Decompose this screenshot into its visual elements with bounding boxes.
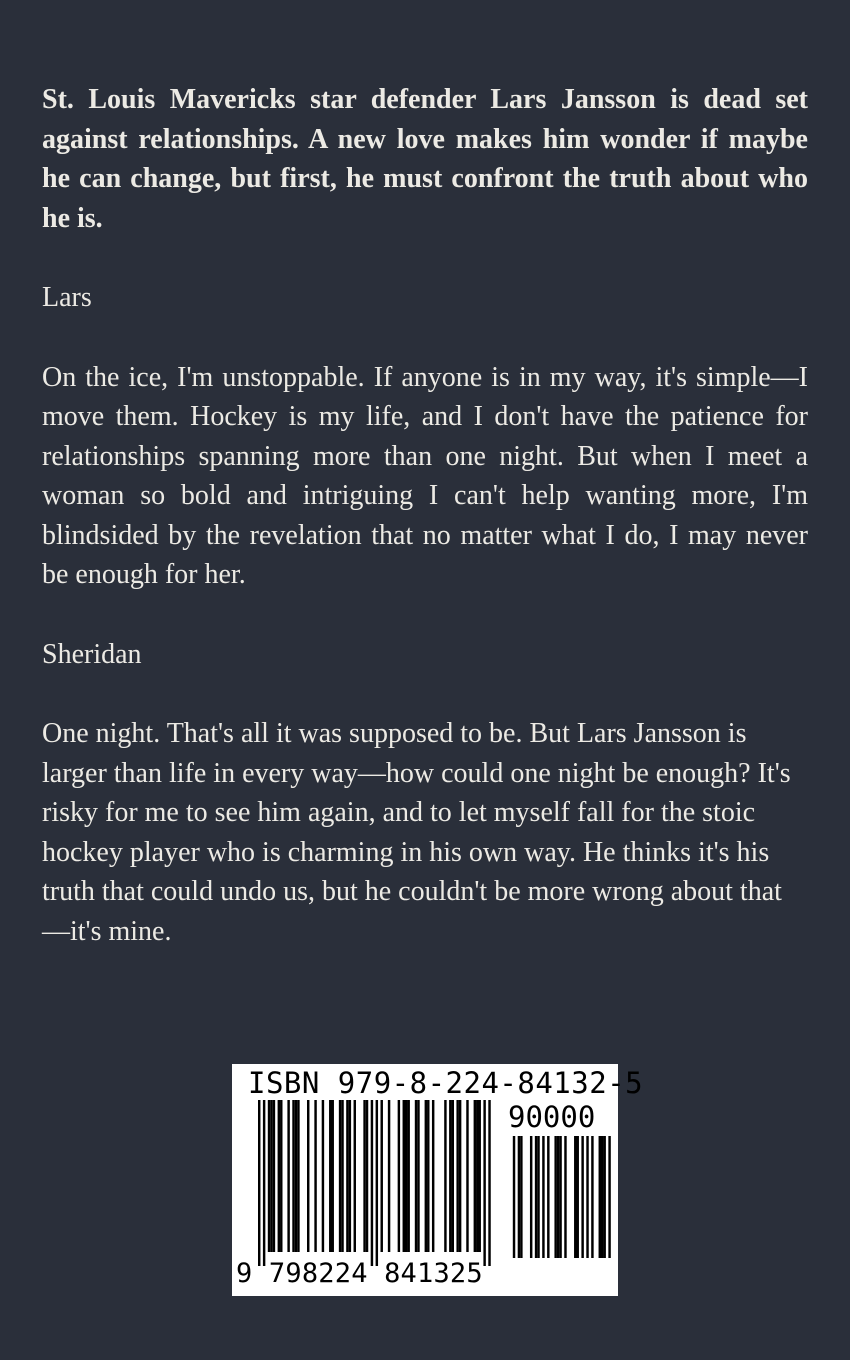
barcode-bar (427, 1100, 429, 1252)
blurb-text (42, 80, 808, 991)
isbn-label: ISBN 979-8-224-84132-5 (248, 1066, 644, 1100)
barcode-bar (287, 1100, 289, 1252)
barcode-bar (452, 1100, 454, 1252)
barcode-bar (459, 1100, 461, 1252)
barcode-bar (466, 1100, 468, 1252)
barcode-bar (449, 1100, 451, 1252)
barcode-bar (363, 1100, 365, 1252)
barcode-bar (388, 1100, 390, 1252)
section-name-lars: Lars (42, 282, 92, 313)
barcode-bar (444, 1100, 446, 1252)
addon-bar (557, 1136, 559, 1258)
addon-bar (537, 1136, 539, 1258)
barcode-bar (417, 1100, 419, 1252)
barcode-bar (381, 1100, 383, 1252)
barcode-bar (273, 1100, 275, 1252)
addon-bar (520, 1136, 522, 1258)
section-text-sheridan: One night. That's all it was supposed to be. But Lars Jansson is larger than life in every way—how could one night be enough? It's risky for me to see him again, and to let myself fall for the stoic hockey player who is charming in his own way. He thinks it's his truth that could undo us, but he couldn't be more wrong about that—it's mine. (42, 718, 791, 947)
addon-bar (559, 1136, 561, 1258)
addon-bar (518, 1136, 520, 1258)
barcode-bar (278, 1100, 280, 1252)
barcode-bar (403, 1100, 405, 1252)
barcode-bar (346, 1100, 348, 1252)
addon-bar (601, 1136, 603, 1258)
addon-bar (599, 1136, 601, 1258)
barcode-bar (354, 1100, 356, 1252)
addon-bar (564, 1136, 566, 1258)
addon-bar (530, 1136, 532, 1258)
barcode-bar (263, 1100, 265, 1266)
lead-paragraph: St. Louis Mavericks star defender Lars Jansson is dead set against relationships. A new love makes him wonder if maybe he can change, but first, he must confront the truth about who he is. (42, 84, 808, 234)
barcode-bar (479, 1100, 481, 1252)
barcode-bar (297, 1100, 299, 1252)
barcode-bar (488, 1100, 490, 1266)
barcode-bar (483, 1100, 485, 1266)
barcode-bar (322, 1100, 324, 1252)
barcode-bar (314, 1100, 316, 1252)
barcode-bar (341, 1100, 343, 1252)
barcode-bar (415, 1100, 417, 1252)
barcode-bar (371, 1100, 373, 1266)
barcode-bar (332, 1100, 334, 1252)
isbn-barcode (232, 1064, 644, 1296)
barcode-bar (456, 1100, 458, 1252)
barcode-bar (405, 1100, 407, 1252)
barcode-bar (292, 1100, 294, 1252)
addon-bar (591, 1136, 593, 1258)
addon-bar (513, 1136, 515, 1258)
addon-bar (547, 1136, 549, 1258)
addon-bar (535, 1136, 537, 1258)
section-name-sheridan: Sheridan (42, 638, 142, 670)
barcode-bar (349, 1100, 351, 1252)
barcode-bar (270, 1100, 272, 1252)
addon-bar (542, 1136, 544, 1258)
addon-bar (574, 1136, 576, 1258)
section-text-lars: On the ice, I'm unstoppable. If anyone is in my way, it's simple—I move them. Hockey is my life, and I don't have the patience for relationships spanning more than one night. But when I meet a woman so bold and intriguing I can't help wanting more, I'm blindsided by the revelation that no matter what I do, I may never be enough for her. (42, 361, 808, 590)
addon-bar (581, 1136, 583, 1258)
price-code: 90000 (508, 1100, 596, 1134)
addon-bar (577, 1136, 579, 1258)
barcode-bar (280, 1100, 282, 1252)
barcode-bar (432, 1100, 434, 1252)
barcode-bar (407, 1100, 409, 1252)
barcode-bar (307, 1100, 309, 1252)
addon-bar (554, 1136, 556, 1258)
barcode-bar (366, 1100, 368, 1252)
addon-bar (586, 1136, 588, 1258)
barcode-bar (376, 1100, 378, 1266)
addon-bar (603, 1136, 605, 1258)
barcode-bar (268, 1100, 270, 1252)
addon-bar (608, 1136, 610, 1258)
barcode-bar (398, 1100, 400, 1252)
barcode-bar (425, 1100, 427, 1252)
barcode-bar (329, 1100, 331, 1252)
barcode-bar (476, 1100, 478, 1252)
barcode-bar (474, 1100, 476, 1252)
ean-digits: 9 798224 841325 (236, 1258, 483, 1289)
barcode-bar (339, 1100, 341, 1252)
barcode-bar (258, 1100, 260, 1266)
barcode-bar (295, 1100, 297, 1252)
